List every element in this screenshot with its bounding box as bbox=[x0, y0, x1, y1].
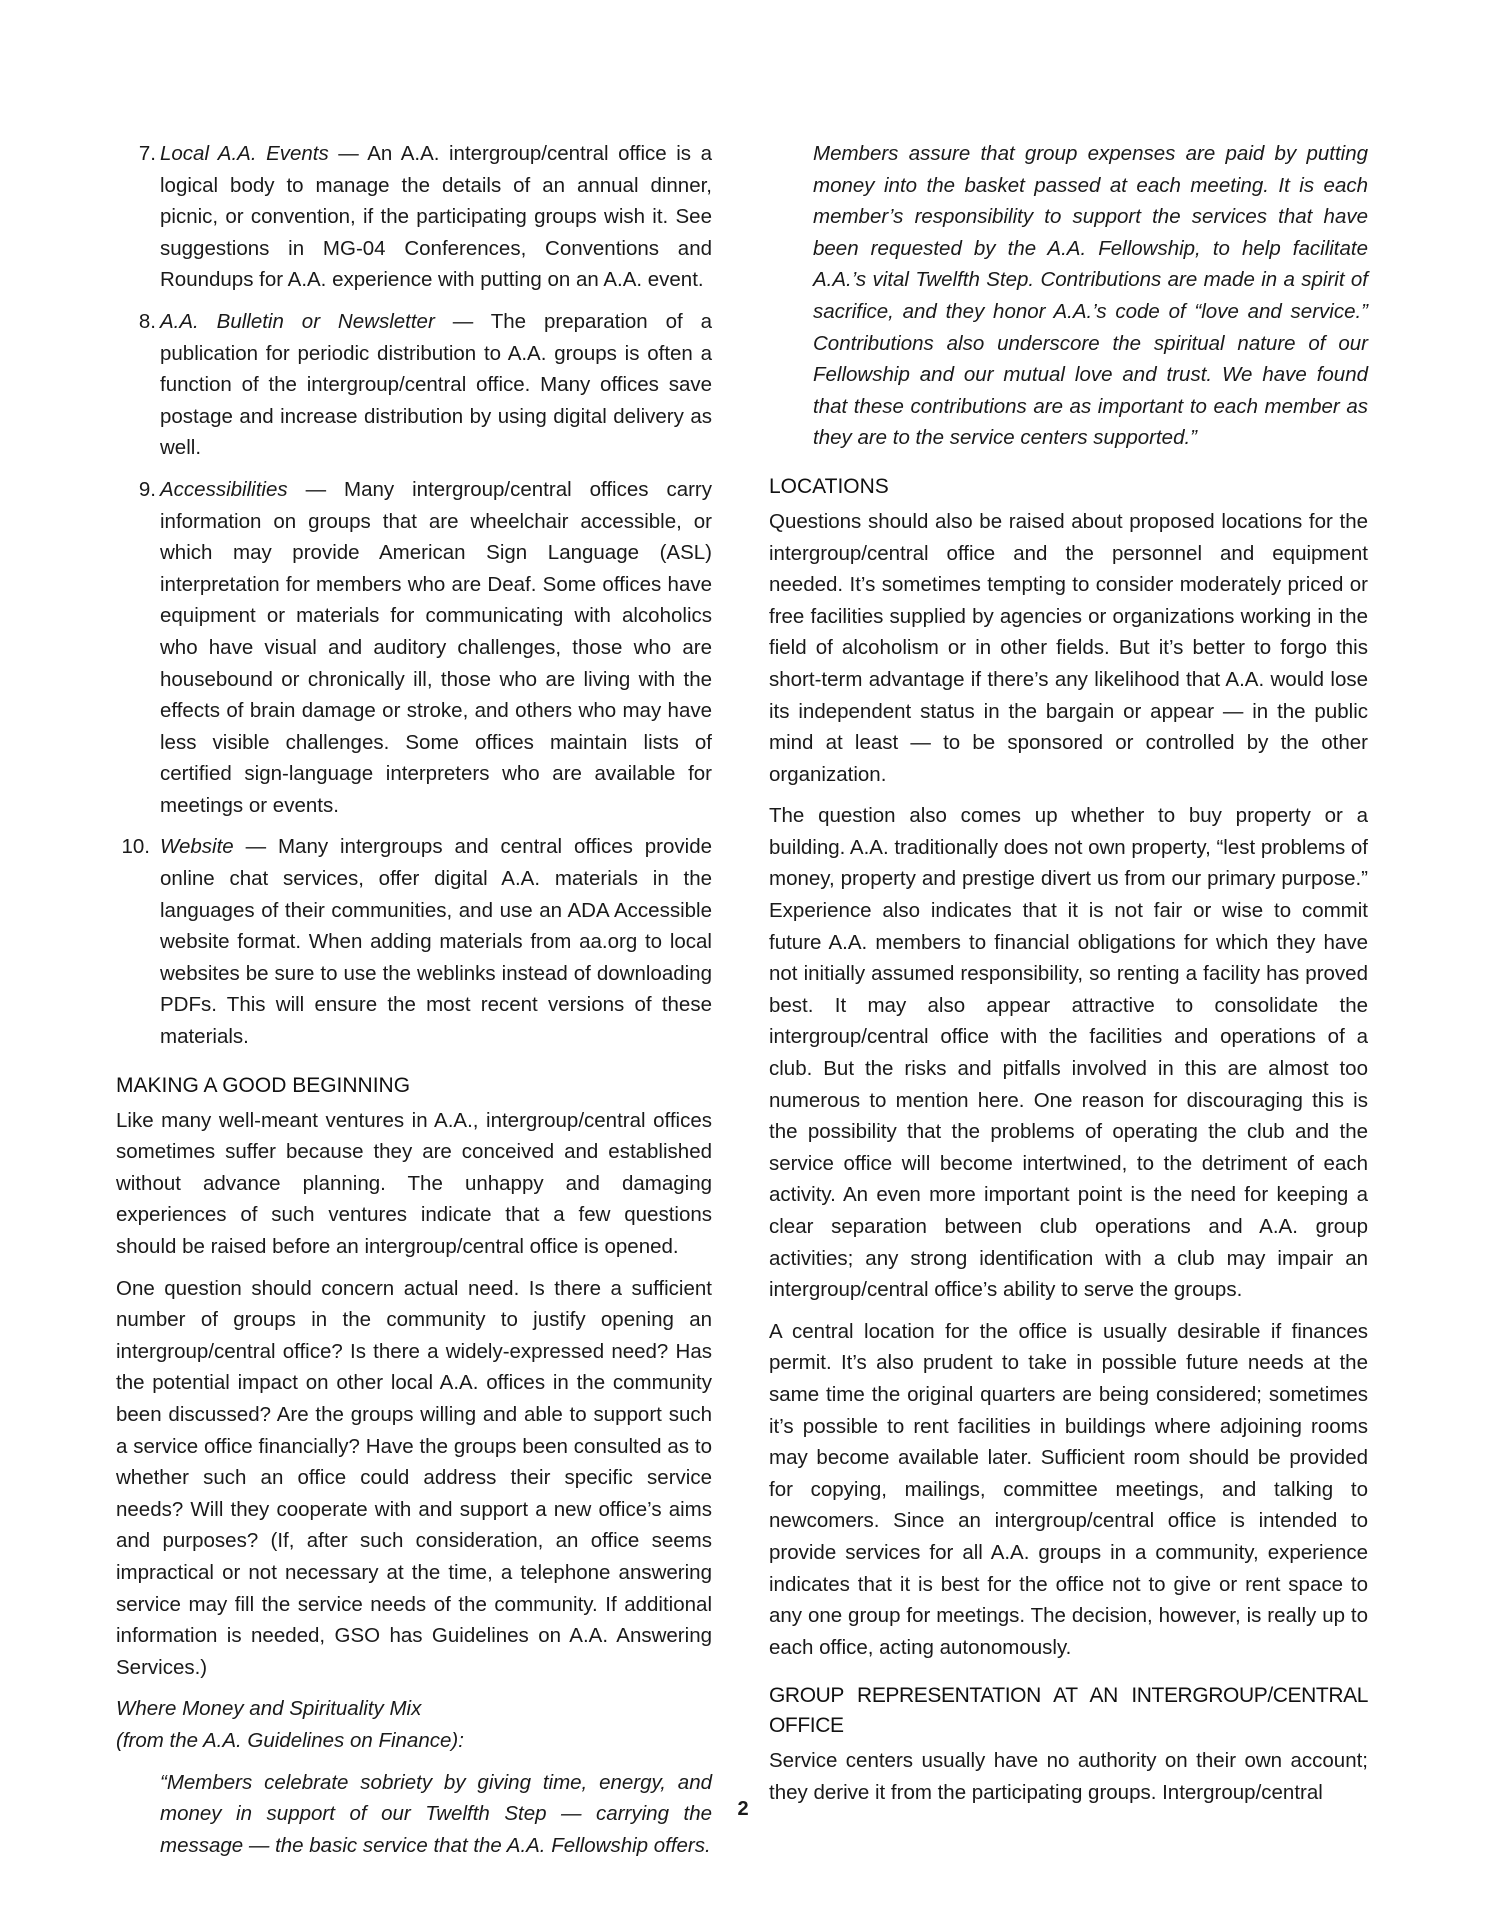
em-dash: — bbox=[287, 477, 345, 501]
em-dash: — bbox=[434, 309, 491, 333]
finance-quote-continued: Members assure that group expenses are paid by putting money into the basket passed at each meeting. It is each member’s responsibility to support the services that have been requested by the A.A. Fellowship, to help facilitate A.A.’s vital Twelfth Step. Contributions are made in a spirit of sacrifice, and they honor A.A.’s code of “love and service.” Contributions also underscore the spiritual nature of our Fellowship and our mutual love and trust. We have found that these contributions are as important to each member as they are to the service centers supported.” bbox=[813, 142, 1368, 450]
list-item-text: Many intergroups and central offices provide online chat services, offer digital A.A. materials in the languages of their communities, and use an ADA Accessible website format. When adding materials from aa.org to local websites be sure to use the weblinks instead of downloading PDFs. This will ensure the most recent versions of these materials. bbox=[160, 835, 712, 1049]
list-item-text: An A.A. intergroup/central office is a logical body to manage the details of an annual dinner, picnic, or convention, if the participating groups wish it. See suggestions in MG-04 Conferences, Conventions and Roundups for A.A. experience with putting on an A.A. event. bbox=[160, 142, 712, 292]
list-item-text: The preparation of a publication for periodic distribution to A.A. groups is often a function of the intergroup/central office. Many offices save postage and increase distribution by using digital delivery as well. bbox=[160, 309, 712, 460]
subheading-source-note: (from the A.A. Guidelines on Finance): bbox=[116, 1728, 464, 1752]
section-heading-beginning: MAKING A GOOD BEGINNING bbox=[116, 1073, 411, 1097]
em-dash: — bbox=[328, 142, 368, 165]
right-column bbox=[769, 138, 1368, 1819]
paragraph: The question also comes up whether to buy property or a building. A.A. traditionally does not own property, “lest problems of money, property and prestige divert us from our primary purpose.” Experience also indicates that it is not fair or wise to commit future A.A. members to financial obligations for which they have not initially assumed responsibility, so renting a facility has proved best. It may also appear attractive to consolidate the intergroup/central office with the facilities and operations of a club. But the risks and pitfalls involved in this are almost too numerous to mention here. One reason for discouraging this is the possibility that the problems of operating the club and the service office will become intertwined, to the detriment of each activity. An even more important point is the need for keeping a clear separation between club operations and A.A. group activities; any strong identification with a club may impair an intergroup/central office’s ability to serve the groups. bbox=[769, 804, 1368, 1302]
finance-quote: “Members celebrate sobriety by giving time, energy, and money in support of our Twelfth Step — carrying the message — the basic service that the A.A. Fellowship offers. bbox=[160, 1770, 712, 1857]
list-item bbox=[116, 138, 712, 296]
paragraph: Like many well-meant ventures in A.A., intergroup/central offices sometimes suffer because they are conceived and established without advance planning. The unhappy and damaging experiences of such ventures indicate that a few questions should be raised before an intergroup/central office is opened. bbox=[116, 1108, 712, 1258]
list-item-number: 8. bbox=[138, 309, 156, 333]
paragraph: One question should concern actual need. Is there a sufficient number of groups in the community to justify opening an intergroup/central office? Is there a widely-expressed need? Has the potential impact on other local A.A. offices in the community been discussed? Are the groups willing and able to support such a service office financially? Have the groups been consulted as to whether such an office could address their specific service needs? Will they cooperate with and support a new office’s aims and purposes? (If, after such consideration, an office seems impractical or not necessary at the time, a telephone answering service may fill the service needs of the community. If additional information is needed, GSO has Guidelines on A.A. Answering Services.) bbox=[116, 1276, 712, 1679]
subheading-money-spirituality: Where Money and Spirituality Mix bbox=[116, 1697, 422, 1721]
list-item-text: Many intergroup/central offices carry information on groups that are wheelchair accessible, or which may provide American Sign Language (ASL) interpretation for members who are Deaf. Some offices have equipment or materials for communicating with alcoholics who have visual and auditory challenges, those who are housebound or chronically ill, those who are living with the effects of brain damage or stroke, and others who may have less visible challenges. Some offices maintain lists of certified sign-language interpreters who are available for meetings or events. bbox=[160, 477, 712, 817]
list-item-title: A.A. Bulletin or Newsletter bbox=[160, 309, 435, 333]
list-item bbox=[116, 306, 712, 464]
page-number: 2 bbox=[737, 1798, 749, 1820]
list-item-number: 9. bbox=[138, 477, 156, 501]
list-item-number: 10. bbox=[121, 835, 150, 859]
left-column bbox=[116, 138, 712, 1861]
paragraph: Service centers usually have no authority on their own account; they derive it from the participating groups. Intergroup/central bbox=[769, 1749, 1368, 1804]
paragraph: Questions should also be raised about proposed locations for the intergroup/central office and the personnel and equipment needed. It’s sometimes tempting to consider moderately priced or free facilities supplied by agencies or organizations working in the field of alcoholism or in other fields. But it’s better to forgo this short-term advantage if there’s any likelihood that A.A. would lose its independent status in the bargain or appear — in the public mind at least — to be sponsored or controlled by the other organization. bbox=[769, 509, 1368, 786]
section-heading-representation: GROUP REPRESENTATION AT AN INTERGROUP/CENTRAL OFFICE bbox=[769, 1684, 1368, 1738]
list-item-title: Local A.A. Events bbox=[160, 142, 329, 165]
section-heading-locations: LOCATIONS bbox=[769, 474, 889, 498]
paragraph: A central location for the office is usually desirable if finances permit. It’s also prudent to take in possible future needs at the same time the original quarters are being considered; sometimes it’s possible to rent facilities in buildings where adjoining rooms may become available later. Sufficient room should be provided for copying, mailings, committee meetings, and talking to newcomers. Since an intergroup/central office is intended to provide services for all A.A. groups in a community, experience indicates that it is best for the office not to give or rent space to any one group for meetings. The decision, however, is really up to each office, acting autonomously. bbox=[769, 1319, 1368, 1659]
list-item bbox=[116, 474, 712, 822]
list-item bbox=[116, 831, 712, 1052]
list-item-title: Website bbox=[160, 835, 234, 859]
list-item-number: 7. bbox=[138, 142, 156, 165]
service-list bbox=[116, 138, 712, 1053]
em-dash: — bbox=[233, 835, 278, 859]
list-item-title: Accessibilities bbox=[160, 477, 288, 501]
